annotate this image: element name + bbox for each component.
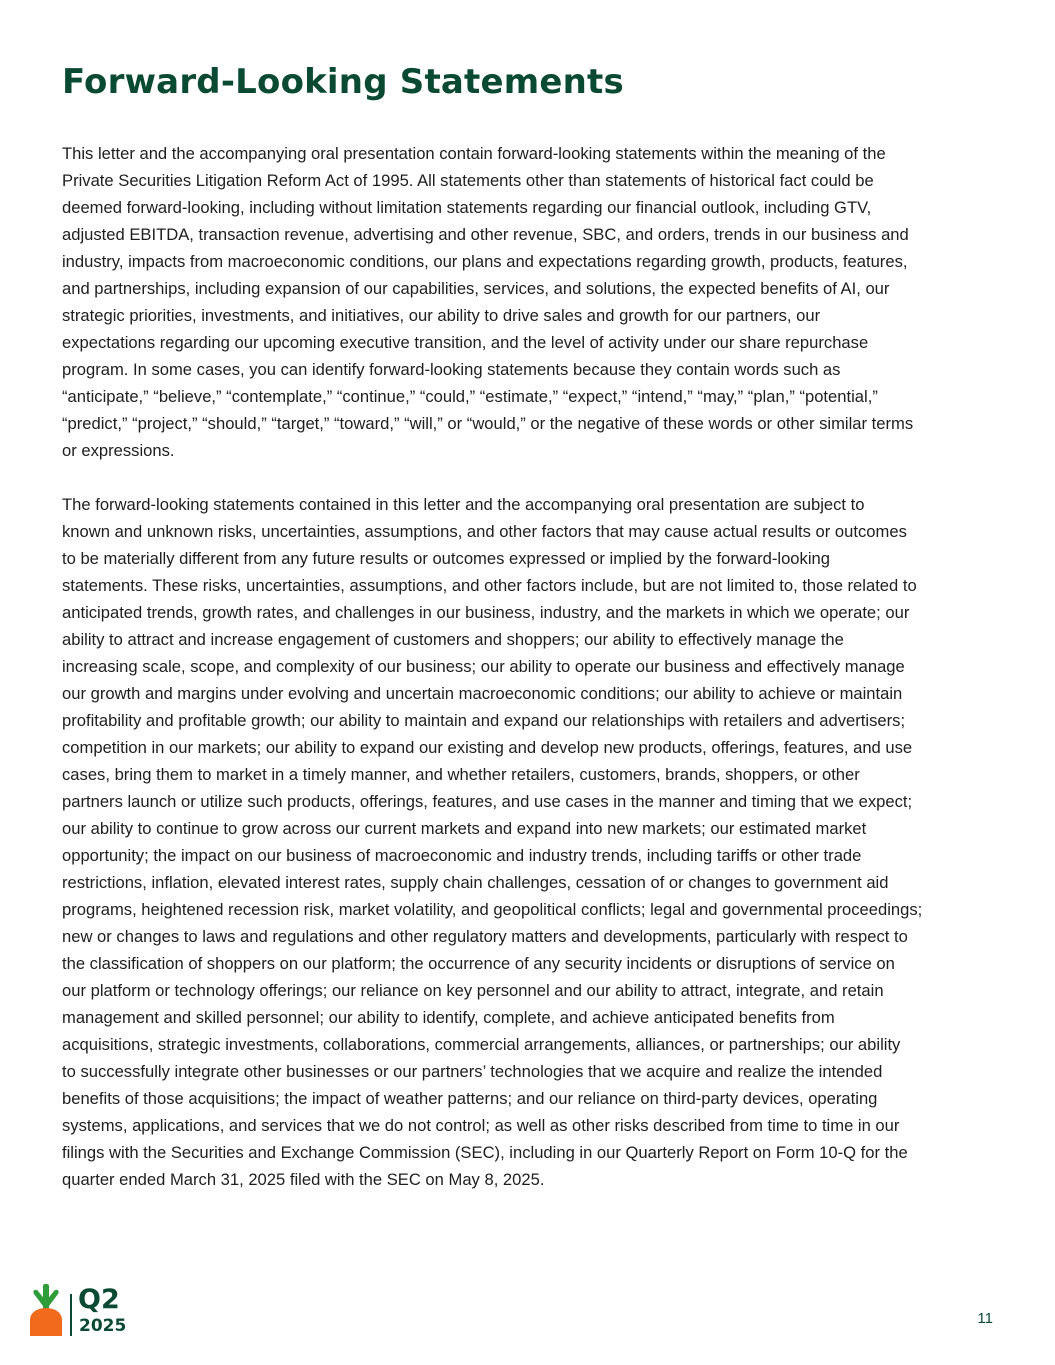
paragraph-intro: This letter and the accompanying oral presentation contain forward-looking statements within the meaning of the Private Securities Litigation Reform Act of 1995. All statements other than statements of historical fact could be deemed forward-looking, including without limitation statements regarding our financial outlook, including GTV, adjusted EBITDA, transaction revenue, advertising and other revenue, SBC, and orders, trends in our business and industry, impacts from macroeconomic conditions, our plans and expectations regarding growth, products, features, and partnerships, including expansion of our capabilities, services, and solutions, the expected benefits of AI, our strategic priorities, investments, and initiatives, our ability to drive sales and growth for our partners, our expectations regarding our upcoming executive transition, and the level of activity under our share repurchase program. In some cases, you can identify forward-looking statements because they contain words such as “anticipate,” “believe,” “contemplate,” “continue,” “could,” “estimate,” “expect,” “intend,” “may,” “plan,” “potential,” “predict,” “project,” “should,” “target,” “toward,” “will,” or “would,” or the negative of these words or other similar terms or expressions. — [62, 144, 914, 460]
page-title: Forward-Looking Statements — [62, 62, 624, 102]
quarter-label: Q2 — [78, 1284, 120, 1315]
paragraph-risks: The forward-looking statements contained in this letter and the accompanying oral presentation are subject to known and unknown risks, uncertainties, assumptions, and other factors that may cause actual results or outcomes to be materially different from any future results or outcomes expressed or implied by the forward-looking statements. These risks, uncertainties, assumptions, and other factors include, but are not limited to, those related to anticipated trends, growth rates, and challenges in our business, industry, and the markets in which we operate; our ability to attract and increase engagement of customers and shoppers; our ability to effectively manage the increasing scale, scope, and complexity of our business; our ability to operate our business and effectively manage our growth and margins under evolving and uncertain macroeconomic conditions; our ability to achieve or maintain profitability and profitable growth; our ability to maintain and expand our relationships with retailers and advertisers; competition in our markets; our ability to expand our existing and develop new products, offerings, features, and use cases, bring them to market in a timely manner, and whether retailers, customers, brands, shoppers, or other partners launch or utilize such products, offerings, features, and use cases in the manner and timing that we expect; our ability to continue to grow across our current markets and expand into new markets; our estimated market opportunity; the impact on our business of macroeconomic and industry trends, including tariffs or other trade restrictions, inflation, elevated interest rates, supply chain challenges, cessation of or changes to government aid programs, heightened recession risk, market volatility, and geopolitical conflicts; legal and governmental proceedings; new or changes to laws and regulations and other regulatory matters and developments, particularly with respect to the classification of shoppers on our platform; the occurrence of any security incidents or disruptions of service on our platform or technology offerings; our reliance on key personnel and our ability to attract, integrate, and retain management and skilled personnel; our ability to identify, complete, and achieve anticipated benefits from acquisitions, strategic investments, collaborations, commercial arrangements, alliances, or partnerships; our ability to successfully integrate other businesses or our partners’ technologies that we acquire and realize the intended benefits of those acquisitions; the impact of weather patterns; and our reliance on third-party devices, operating systems, applications, and services that we do not control; as well as other risks described from time to time in our filings with the Securities and Exchange Commission (SEC), including in our Quarterly Report on Form 10-Q for the quarter ended March 31, 2025 filed with the SEC on May 8, 2025. — [62, 495, 923, 1189]
year-label: 2025 — [79, 1316, 127, 1336]
carrot-icon — [26, 1284, 66, 1338]
logo-divider — [70, 1294, 72, 1336]
page-number: 11 — [977, 1310, 993, 1327]
report-logo — [26, 1284, 136, 1340]
statement-body — [62, 140, 998, 1193]
